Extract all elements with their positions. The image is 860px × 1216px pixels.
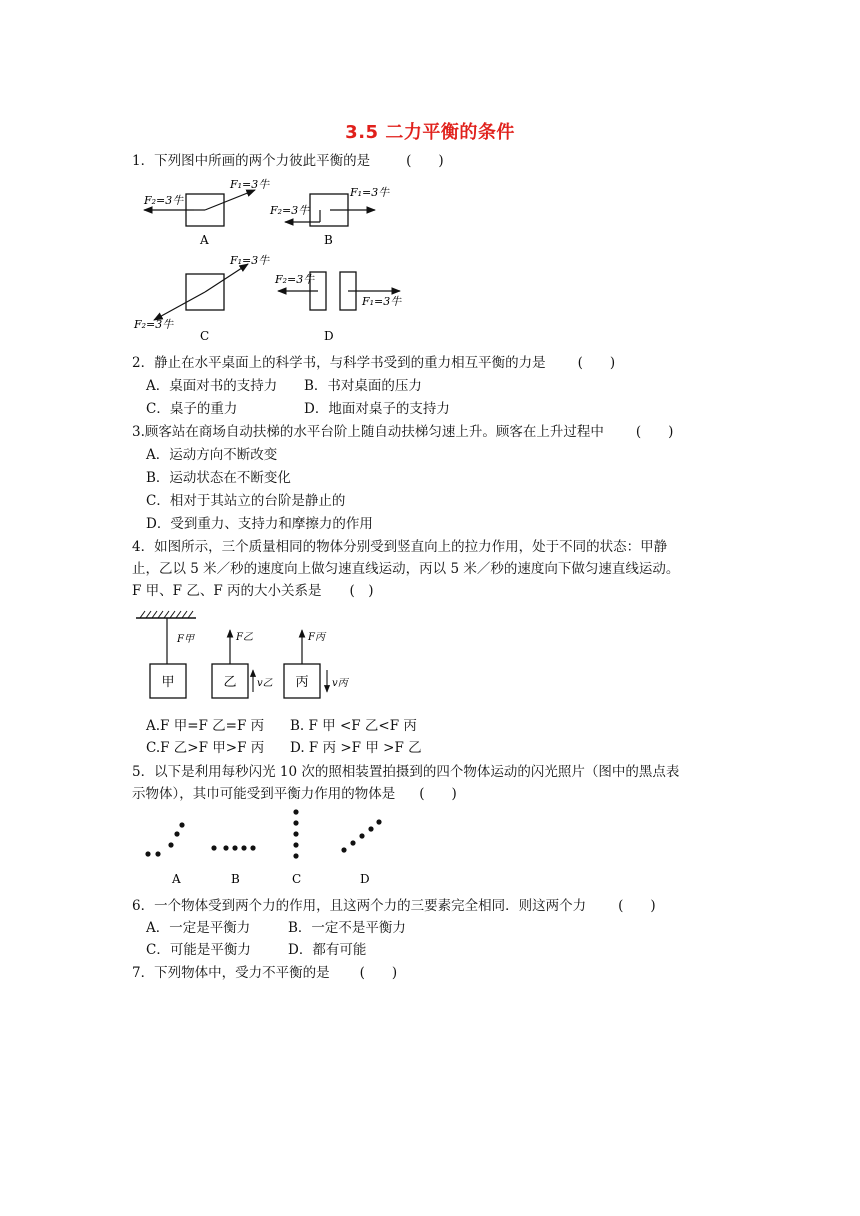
- q5-option-d-dots: [341, 819, 381, 852]
- q1-option-c-figure: [133, 254, 270, 343]
- velocity-label: v乙: [257, 678, 273, 689]
- q1-option-a-figure: [143, 178, 270, 247]
- answer-paren: ( ): [359, 965, 398, 981]
- block-label-yi: 乙: [223, 675, 237, 690]
- q6-option-c: C．可能是平衡力: [146, 942, 251, 958]
- question-2-text: 2．静止在水平桌面上的科学书，与科学书受到的重力相互平衡的力是: [132, 355, 546, 371]
- q3-option-d: D．受到重力、支持力和摩擦力的作用: [146, 516, 373, 532]
- question-4-line-1: 4．如图所示，三个质量相同的物体分别受到竖直向上的拉力作用，处于不同的状态：甲静: [132, 539, 668, 555]
- q3-option-c: C．相对于其站立的台阶是静止的: [146, 493, 346, 509]
- force-label: F₂=3牛: [144, 194, 184, 207]
- option-label: A: [200, 233, 209, 247]
- block-label-bing: 丙: [295, 675, 309, 690]
- page-title: 3.5 二力平衡的条件: [345, 122, 515, 143]
- q4-option-c: C.F 乙>F 甲>F 丙: [146, 740, 265, 756]
- answer-paren: ( ): [349, 583, 374, 599]
- q2-option-a: A．桌面对书的支持力: [146, 378, 278, 394]
- option-label: C: [292, 872, 302, 886]
- question-7-text: 7．下列物体中，受力不平衡的是: [132, 965, 330, 981]
- question-4-text: F 甲、F 乙、F 丙的大小关系是: [132, 583, 322, 599]
- q3-option-b: B．运动状态在不断变化: [146, 470, 291, 486]
- question-7: [132, 963, 397, 983]
- q2-option-b: B．书对桌面的压力: [304, 378, 422, 394]
- q5-figure: [136, 806, 396, 886]
- question-1: [132, 151, 444, 171]
- question-6: [132, 896, 656, 916]
- q4-option-d: D. F 丙 >F 甲 >F 乙: [290, 740, 422, 756]
- option-label: B: [324, 233, 333, 247]
- question-3: [132, 422, 673, 442]
- question-5-line-1: 5．以下是利用每秒闪光 10 次的照相装置拍摄到的四个物体运动的闪光照片（图中的黑点表: [132, 764, 680, 780]
- q1-option-d-figure: [274, 272, 402, 343]
- q3-option-a: A．运动方向不断改变: [146, 447, 278, 463]
- force-label: F乙: [236, 632, 253, 643]
- force-label: F₂=3牛: [134, 318, 174, 331]
- force-label: F₁=3牛: [350, 186, 390, 199]
- q4-figure: [136, 606, 376, 706]
- option-label: C: [200, 329, 210, 343]
- answer-paren: ( ): [635, 424, 674, 440]
- velocity-label: v丙: [332, 678, 348, 689]
- force-label: F₁=3牛: [230, 178, 270, 191]
- question-3-text: 3.顾客站在商场自动扶梯的水平台阶上随自动扶梯匀速上升。顾客在上升过程中: [132, 424, 604, 440]
- question-5-line-2: [132, 784, 457, 804]
- option-label: B: [231, 872, 240, 886]
- question-4-line-2: 止，乙以 5 米／秒的速度向上做匀速直线运动，丙以 5 米／秒的速度向下做匀速直线运动。: [132, 561, 680, 577]
- option-label: D: [360, 872, 370, 886]
- q5-option-a-dots: [145, 822, 184, 856]
- q4-option-a: A.F 甲=F 乙=F 丙: [146, 718, 265, 734]
- force-label: F₂=3牛: [270, 204, 310, 217]
- force-label: F₁=3牛: [362, 295, 402, 308]
- q5-option-b-dots: [211, 845, 255, 850]
- q6-option-a: A．一定是平衡力: [146, 920, 251, 936]
- force-label: F甲: [177, 634, 194, 645]
- q4-option-b: B. F 甲 <F 乙<F 丙: [290, 718, 417, 734]
- q1-option-b-figure: [269, 186, 390, 247]
- force-label: F₂=3牛: [275, 273, 315, 286]
- question-4-line-3: [132, 581, 374, 601]
- question-5-text: 示物体），其巾可能受到平衡力作用的物体是: [132, 786, 396, 802]
- question-2: [132, 353, 615, 373]
- answer-paren: ( ): [406, 153, 444, 169]
- answer-paren: ( ): [419, 786, 457, 802]
- force-label: F丙: [308, 632, 325, 643]
- answer-paren: ( ): [618, 898, 656, 914]
- q5-option-c-dots: [293, 809, 298, 858]
- option-label: D: [324, 329, 334, 343]
- answer-paren: ( ): [577, 355, 616, 371]
- q1-figure: [130, 172, 430, 342]
- question-6-text: 6．一个物体受到两个力的作用，且这两个力的三要素完全相同．则这两个力: [132, 898, 587, 914]
- q6-option-d: D．都有可能: [288, 942, 367, 958]
- q2-option-d: D．地面对桌子的支持力: [304, 401, 450, 417]
- question-1-text: 1．下列图中所画的两个力彼此平衡的是: [132, 153, 371, 169]
- option-label: A: [172, 872, 181, 886]
- q2-option-c: C．桌子的重力: [146, 401, 238, 417]
- block-label-jia: 甲: [161, 675, 175, 690]
- q6-option-b: B．一定不是平衡力: [288, 920, 406, 936]
- force-label: F₁=3牛: [230, 254, 270, 267]
